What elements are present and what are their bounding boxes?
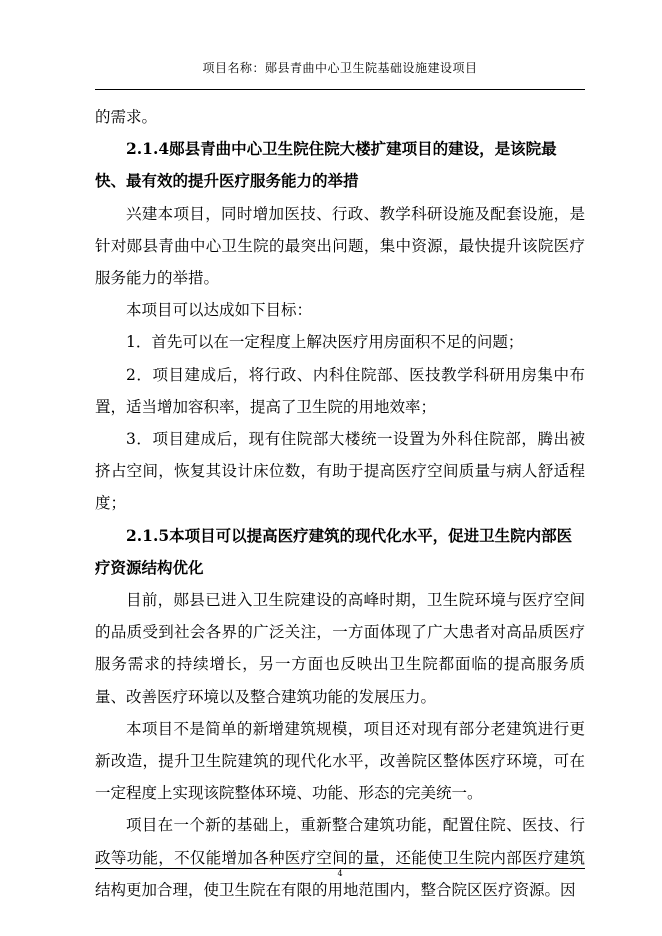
page-header: 项目名称：郧县青曲中心卫生院基础设施建设项目 — [202, 61, 478, 75]
section-number: 2.1.4 — [126, 139, 170, 159]
section-heading-text: 郧县青曲中心卫生院住院大楼扩建项目的建设，是该院最快、最有效的提升医疗服务能力的举措 — [95, 139, 557, 191]
section-heading-text: 本项目可以提高医疗建筑的现代化水平，促进卫生院内部医疗资源结构优化 — [95, 525, 573, 577]
paragraph: 兴建本项目，同时增加医技、行政、教学科研设施及配套设施，是针对郧县青曲中心卫生院的最突出问题，集中资源，最快提升该院医疗服务能力的举措。 — [95, 204, 585, 288]
paragraph: 项目在一个新的基础上，重新整合建筑功能，配置住院、医技、行政等功能，不仅能增加各种医疗空间的量，还能使卫生院内部医疗建筑结构更加合理，使卫生院在有限的用地范围内，整合院区医疗资源。因 — [95, 816, 585, 899]
section-number: 2.1.5 — [126, 525, 170, 545]
list-item: 1．首先可以在一定程度上解决医疗用房面积不足的问题； — [126, 333, 524, 352]
header-rule — [95, 89, 585, 90]
section-heading-2-1-4 — [95, 133, 585, 197]
list-item: 2．项目建成后，将行政、内科住院部、医技教学科研用房集中布置，适当增加容积率，提高了卫生院的用地效率； — [95, 365, 585, 416]
document-body — [95, 101, 585, 906]
paragraph: 本项目可以达成如下目标： — [126, 301, 313, 320]
paragraph-continuation: 的需求。 — [95, 108, 158, 126]
list-item: 3．项目建成后，现有住院部大楼统一设置为外科住院部，腾出被挤占空间，恢复其设计床位数，有助于提高医疗空间质量与病人舒适程度； — [95, 430, 585, 513]
paragraph: 目前，郧县已进入卫生院建设的高峰时期，卫生院环境与医疗空间的品质受到社会各界的广泛关注，一方面体现了广大患者对高品质医疗服务需求的持续增长，另一方面也反映出卫生院都面临的提高服务质量、改善医疗环境以及整合建筑功能的发展压力。 — [95, 591, 585, 706]
section-heading-2-1-5 — [95, 520, 585, 584]
paragraph: 本项目不是简单的新增建筑规模，项目还对现有部分老建筑进行更新改造，提升卫生院建筑的现代化水平，改善院区整体医疗环境，可在一定程度上实现该院整体环境、功能、形态的完美统一。 — [95, 719, 585, 803]
page-number: 4 — [337, 869, 343, 878]
